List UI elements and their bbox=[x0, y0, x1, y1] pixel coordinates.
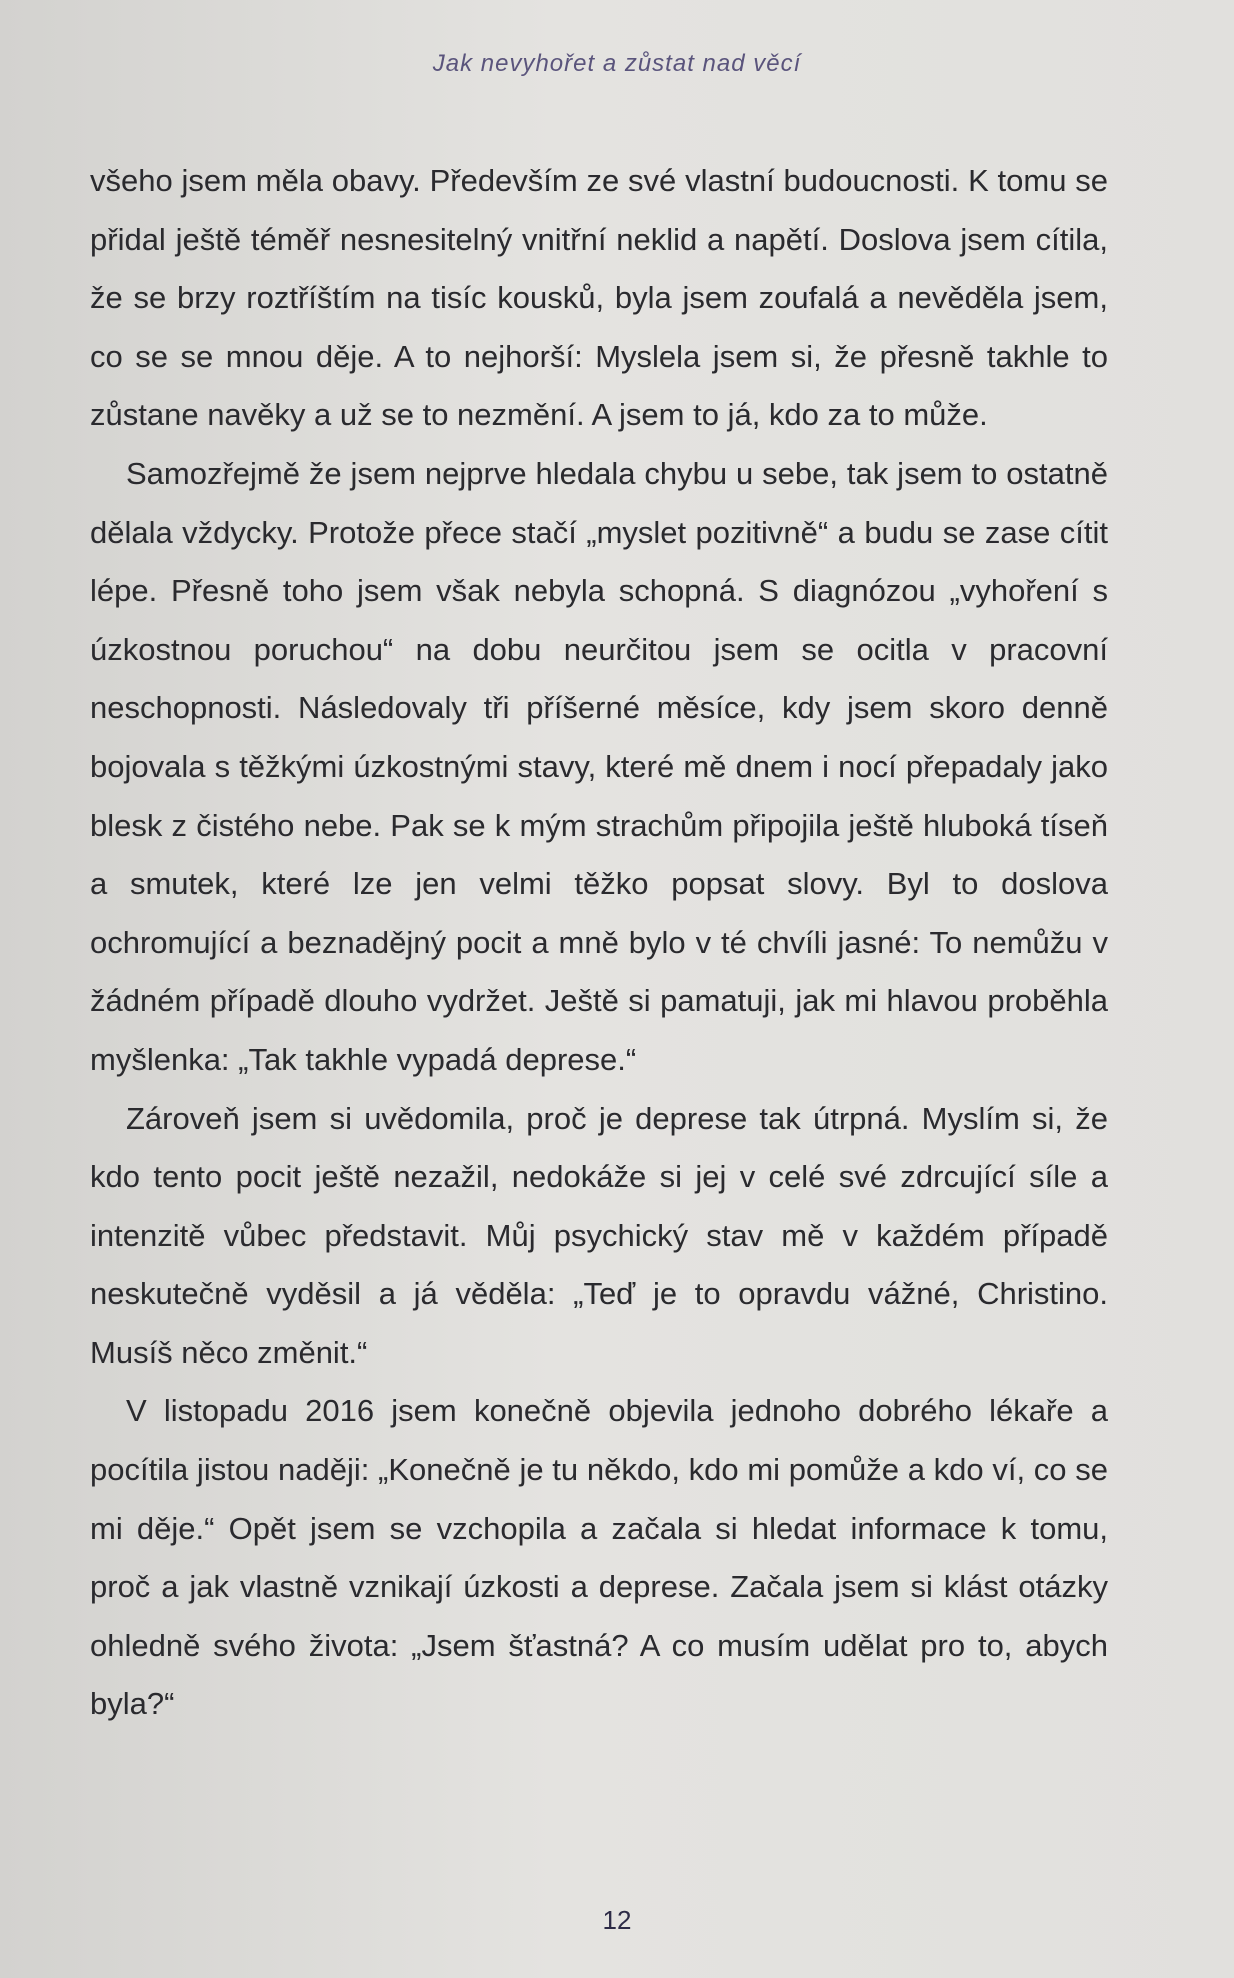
running-header: Jak nevyhořet a zůstat nad věcí bbox=[432, 50, 802, 77]
paragraph-4: V listopadu 2016 jsem konečně objevila jednoho dobrého lékaře a pocítila jistou naději: „Konečně je tu někdo, kdo mi pomůže a kdo ví, co se mi děje.“ Opět jsem se vzchopila a začala si hledat informace k tomu, proč a jak vlastně vznikají úzkosti a deprese. Začala jsem si klást otázky ohledně svého života: „Jsem šťastná? A co musím udělat pro to, abych byla?“ bbox=[90, 1393, 1108, 1722]
paragraph-3: Zároveň jsem si uvědomila, proč je deprese tak útrpná. Myslím si, že kdo tento pocit ještě nezažil, nedokáže si jej v celé své zdrcující síle a intenzitě vůbec představit. Můj psychický stav mě v každém případě neskutečně vyděsil a já věděla: „Teď je to opravdu vážné, Christino. Musíš něco změnit.“ bbox=[90, 1100, 1108, 1370]
body-text bbox=[90, 152, 1108, 1734]
paragraph-2: Samozřejmě že jsem nejprve hledala chybu u sebe, tak jsem to ostatně dělala vždycky. Protože přece stačí „myslet pozitivně“ a budu se zase cítit lépe. Přesně toho jsem však nebyla schopná. S diagnózou „vyhoření s úzkostnou poruchou“ na dobu neurčitou jsem se ocitla v pracovní neschopnosti. Následovaly tři příšerné měsíce, kdy jsem skoro denně bojovala s těžkými úzkostnými stavy, které mě dnem i nocí přepadaly jako blesk z čistého nebe. Pak se k mým strachům připojila ještě hluboká tíseň a smutek, které lze jen velmi těžko popsat slovy. Byl to doslova ochromující a beznadějný pocit a mně bylo v té chvíli jasné: To nemůžu v žádném případě dlouho vydržet. Ještě si pamatuji, jak mi hlavou proběhla myšlenka: „Tak takhle vypadá deprese.“ bbox=[90, 455, 1108, 1077]
paragraph-1: všeho jsem měla obavy. Především ze své vlastní budoucnosti. K tomu se přidal ještě téměř nesnesitelný vnitřní neklid a napětí. Doslova jsem cítila, že se brzy roztříštím na tisíc kousků, byla jsem zoufalá a nevěděla jsem, co se se mnou děje. A to nejhorší: Myslela jsem si, že přesně takhle to zůstane navěky a už se to nezmění. A jsem to já, kdo za to může. bbox=[90, 163, 1108, 433]
page-number: 12 bbox=[602, 1905, 632, 1935]
